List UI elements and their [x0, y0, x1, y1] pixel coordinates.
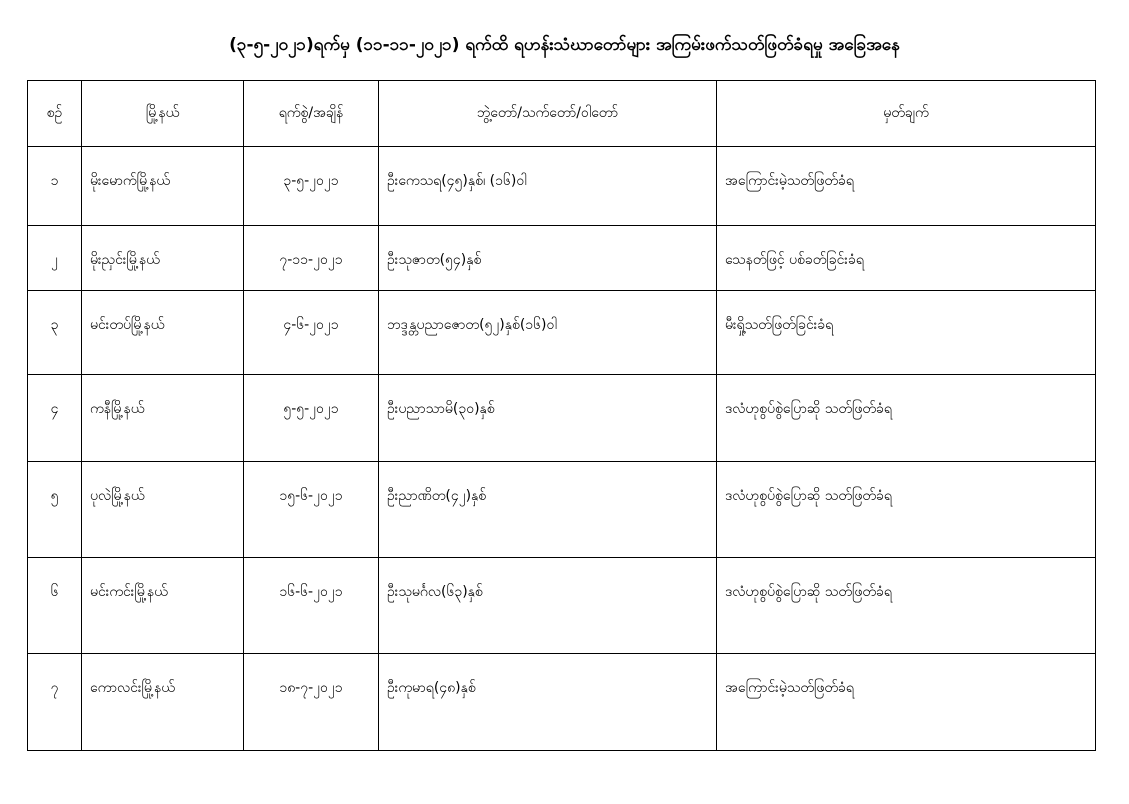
- table-row: [28, 654, 1096, 751]
- cell-township: မင်းကင်းမြို့နယ်: [82, 558, 244, 654]
- cell-note: ဒလံဟုစွပ်စွဲပြောဆို သတ်ဖြတ်ခံရ: [717, 558, 1096, 654]
- cell-township: ပုလဲမြို့နယ်: [82, 462, 244, 558]
- header-no: စဉ်: [28, 81, 82, 147]
- cell-date: ၇-၁၁-၂၀၂၁: [244, 226, 379, 291]
- cell-township: မင်းတပ်မြို့နယ်: [82, 291, 244, 375]
- cell-date: ၁၅-၆-၂၀၂၁: [244, 462, 379, 558]
- cell-no: ၃: [28, 291, 82, 375]
- cell-note: မီးရှို့သတ်ဖြတ်ခြင်းခံရ: [717, 291, 1096, 375]
- cell-date: ၅-၅-၂၀၂၁: [244, 375, 379, 462]
- table-row: [28, 558, 1096, 654]
- table-header-row: [28, 81, 1096, 147]
- header-monk: ဘွဲ့တော်/သက်တော်/ဝါတော်: [379, 81, 717, 147]
- cell-no: ၇: [28, 654, 82, 751]
- cell-note: ဒလံဟုစွပ်စွဲပြောဆို သတ်ဖြတ်ခံရ: [717, 462, 1096, 558]
- cell-no: ၅: [28, 462, 82, 558]
- incident-table: [27, 80, 1096, 751]
- cell-date: ၁၆-၆-၂၀၂၁: [244, 558, 379, 654]
- cell-monk: ဦးကုမာရ(၄၈)နှစ်: [379, 654, 717, 751]
- page-title: (၃-၅-၂၀၂၁)ရက်မှ (၁၁-၁၁-၂၀၂၁) ရက်ထိ ရဟန်းသံဃာတော်များ အကြမ်းဖက်သတ်ဖြတ်ခံရမှု အခြေအနေ: [229, 35, 900, 55]
- table-row: [28, 462, 1096, 558]
- cell-township: ကနီမြို့နယ်: [82, 375, 244, 462]
- header-note: မှတ်ချက်: [717, 81, 1096, 147]
- cell-township: မိုးမောက်မြို့နယ်: [82, 147, 244, 226]
- cell-monk: ဦးပညာသာမိ(၃၀)နှစ်: [379, 375, 717, 462]
- cell-monk: ဘဒ္ဒန္တပညာဇောတ(၅၂)နှစ်(၁၆)ဝါ: [379, 291, 717, 375]
- cell-monk: ဦးကေသရ(၄၅)နှစ်၊ (၁၆)ဝါ: [379, 147, 717, 226]
- table-row: [28, 226, 1096, 291]
- cell-date: ၄-၆-၂၀၂၁: [244, 291, 379, 375]
- cell-township: မိုးညှင်းမြို့နယ်: [82, 226, 244, 291]
- cell-no: ၁: [28, 147, 82, 226]
- cell-township: ကောလင်းမြို့နယ်: [82, 654, 244, 751]
- header-township: မြို့နယ်: [82, 81, 244, 147]
- table-row: [28, 291, 1096, 375]
- cell-monk: ဦးညာဏိတ(၄၂)နှစ်: [379, 462, 717, 558]
- cell-monk: ဦးသုဇာတ(၅၄)နှစ်: [379, 226, 717, 291]
- cell-date: ၁၈-၇-၂၀၂၁: [244, 654, 379, 751]
- table-row: [28, 375, 1096, 462]
- cell-no: ၂: [28, 226, 82, 291]
- cell-note: အကြောင်းမဲ့သတ်ဖြတ်ခံရ: [717, 147, 1096, 226]
- cell-no: ၆: [28, 558, 82, 654]
- cell-note: သေနတ်ဖြင့် ပစ်ခတ်ခြင်းခံရ: [717, 226, 1096, 291]
- cell-note: ဒလံဟုစွပ်စွဲပြောဆို သတ်ဖြတ်ခံရ: [717, 375, 1096, 462]
- cell-note: အကြောင်းမဲ့သတ်ဖြတ်ခံရ: [717, 654, 1096, 751]
- cell-monk: ဦးသုမင်္ဂလ(၆၃)နှစ်: [379, 558, 717, 654]
- cell-no: ၄: [28, 375, 82, 462]
- table-row: [28, 147, 1096, 226]
- cell-date: ၃-၅-၂၀၂၁: [244, 147, 379, 226]
- header-date: ရက်စွဲ/အချိန်: [244, 81, 379, 147]
